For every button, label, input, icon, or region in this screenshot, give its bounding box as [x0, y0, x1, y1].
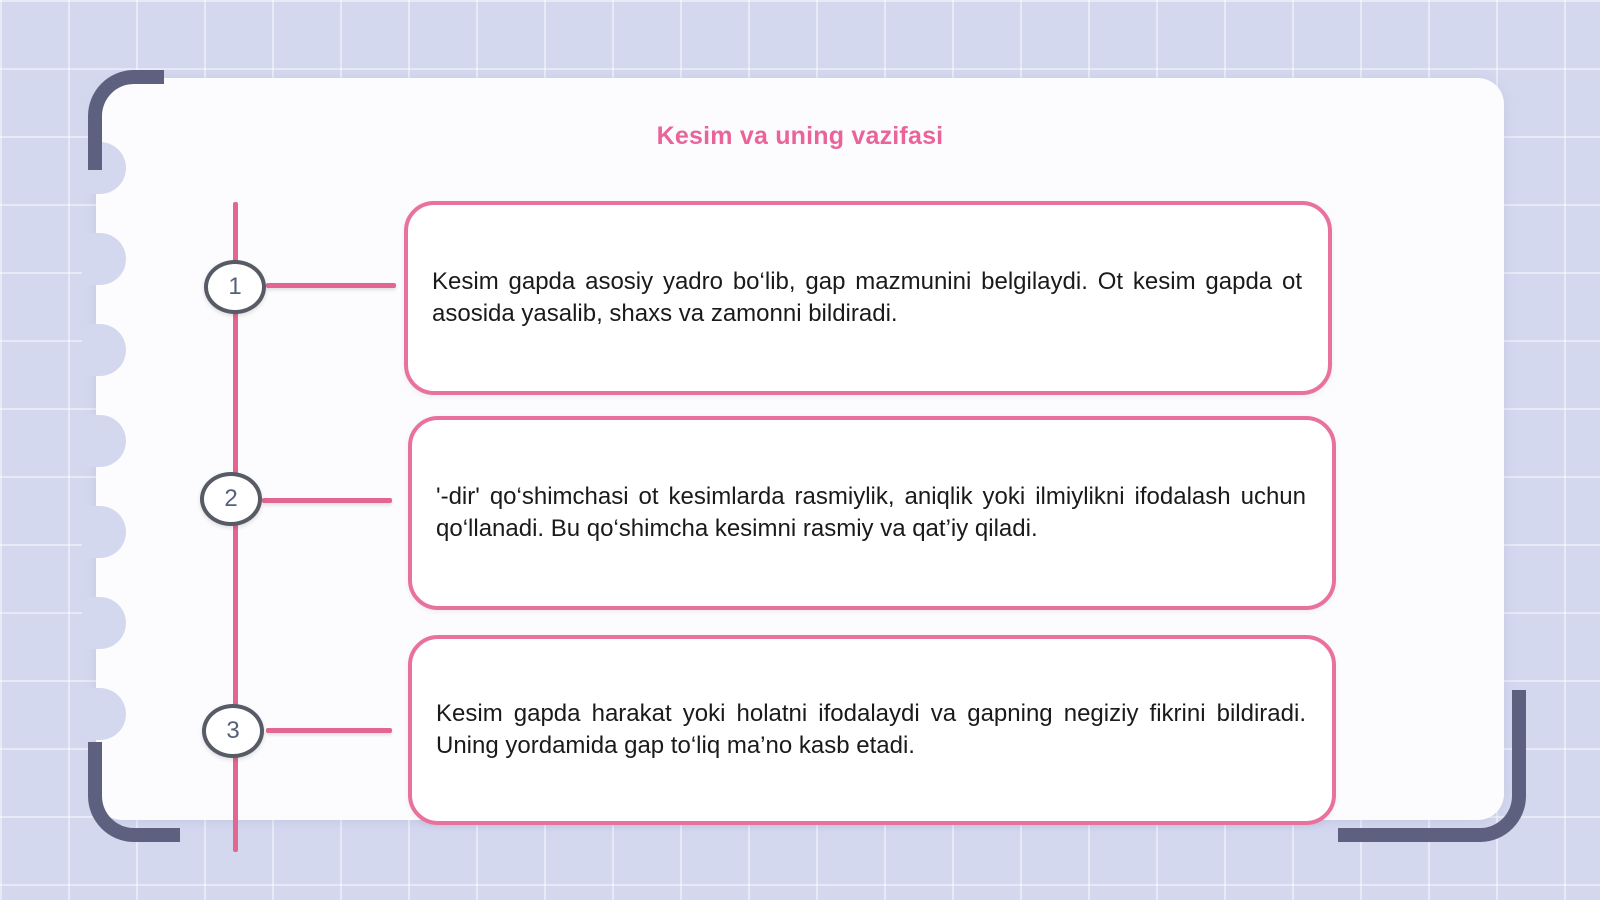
timeline-connector	[266, 728, 392, 733]
info-card-text: '-dir' qo‘shimchasi ot kesimlarda rasmiylik, aniqlik yoki ilmiylikni ifodalash uchun qo‘llanadi. Bu qo‘shimcha kesimni rasmiy va qat’iy qiladi.	[436, 483, 1306, 542]
corner-bracket-bottom-left	[88, 742, 180, 842]
info-card-3	[408, 635, 1336, 825]
slide-title: Kesim va uning vazifasi	[656, 122, 944, 150]
step-number: 2	[224, 485, 238, 512]
info-card-text: Kesim gapda asosiy yadro bo‘lib, gap mazmunini belgilaydi. Ot kesim gapda ot asosida yasalib, shaxs va zamonni bildiradi.	[432, 268, 1302, 327]
info-card-2	[408, 416, 1336, 610]
step-marker-2	[200, 472, 262, 526]
timeline-connector	[262, 498, 392, 503]
info-card-1	[404, 201, 1332, 395]
timeline-connector	[266, 283, 396, 288]
step-marker-1	[204, 260, 266, 314]
corner-bracket-top-left	[88, 70, 164, 170]
corner-bracket-bottom-right	[1338, 690, 1526, 842]
step-marker-3	[202, 704, 264, 758]
info-card-text: Kesim gapda harakat yoki holatni ifodalaydi va gapning negiziy fikrini bildiradi. Uning yordamida gap to‘liq ma’no kasb etadi.	[436, 700, 1306, 759]
step-number: 3	[226, 717, 240, 744]
step-number: 1	[228, 273, 242, 300]
